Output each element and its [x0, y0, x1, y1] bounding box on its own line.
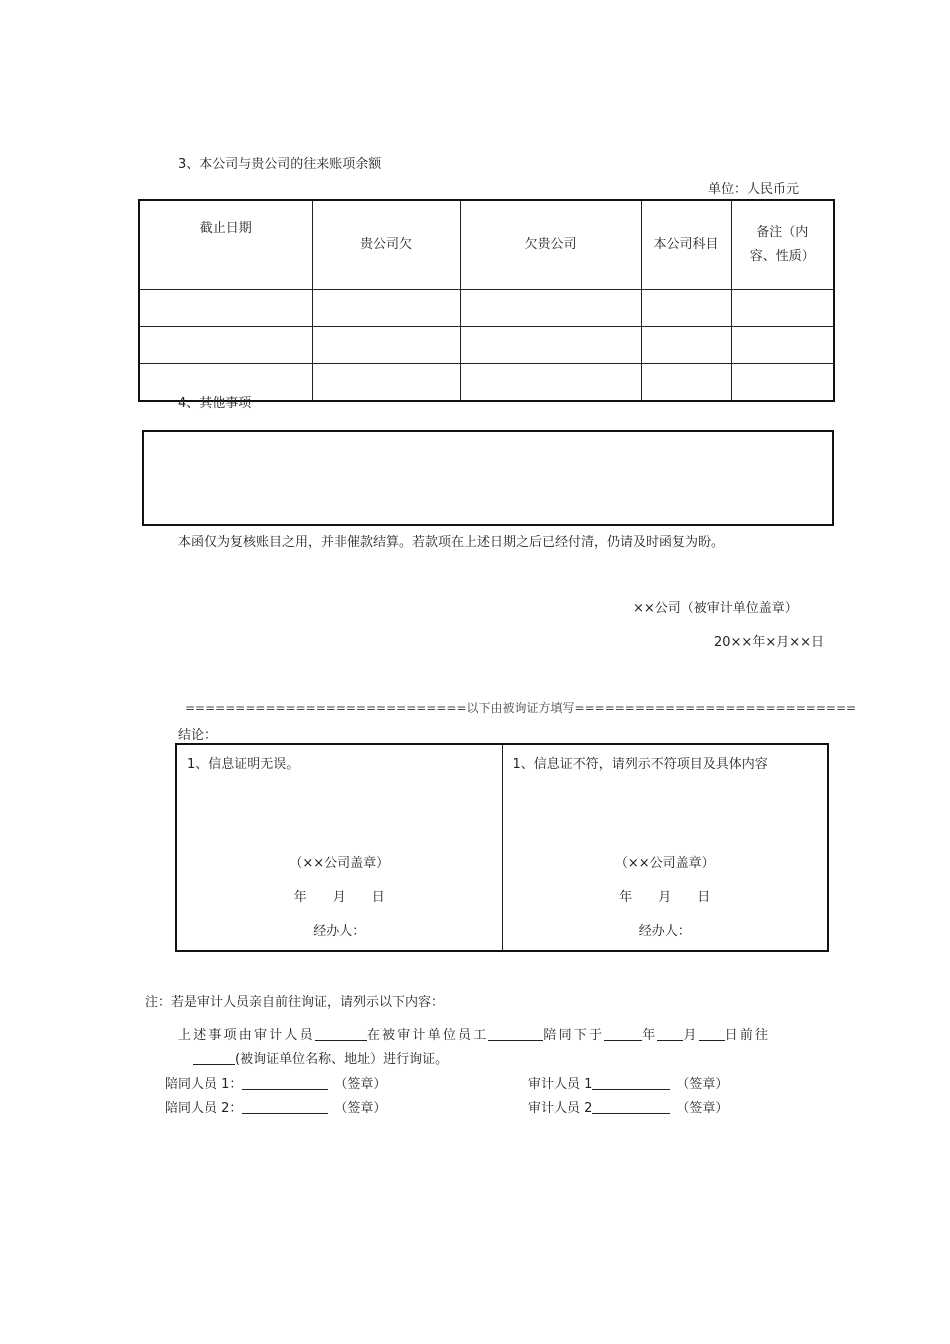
- balance-table: [138, 199, 835, 402]
- table-cell[interactable]: [460, 327, 641, 364]
- employee-name-blank[interactable]: [488, 1027, 543, 1041]
- section3-heading: 3、本公司与贵公司的往来账项余额: [178, 157, 382, 172]
- accompany-1-row: [165, 1073, 386, 1092]
- confirm-date: 年 月 日: [293, 890, 385, 905]
- conclusion-mismatch[interactable]: [502, 745, 828, 950]
- table-cell[interactable]: [731, 290, 834, 327]
- seal-label: （签章）: [334, 1101, 387, 1116]
- unit-address-blank[interactable]: [193, 1051, 235, 1065]
- accompany-2-row: [165, 1097, 386, 1116]
- sender-date: 20××年×月××日: [714, 635, 825, 650]
- table-cell[interactable]: [731, 364, 834, 402]
- table-cell[interactable]: [641, 290, 731, 327]
- col-owed-to-you: 欠贵公司: [460, 200, 641, 290]
- table-cell[interactable]: [139, 327, 312, 364]
- accompany-1-blank[interactable]: [242, 1076, 328, 1090]
- note-text: (被询证单位名称、地址）进行询证。: [235, 1052, 449, 1067]
- table-cell[interactable]: [460, 290, 641, 327]
- confirm-stamp: （××公司盖章）: [289, 856, 390, 871]
- accompany-1-label: 陪同人员 1：: [165, 1077, 243, 1092]
- col-remarks: 备注（内容、性质）: [731, 200, 834, 290]
- table-cell[interactable]: [139, 290, 312, 327]
- confirm-title: 1、信息证明无误。: [187, 757, 300, 772]
- sender-company: ××公司（被审计单位盖章）: [633, 601, 798, 616]
- notice-text: 本函仅为复核账目之用，并非催款结算。若款项在上述日期之后已经付清，仍请及时函复为盼。: [178, 535, 725, 550]
- table-row: [139, 327, 834, 364]
- note-line2: [193, 1048, 448, 1067]
- table-row: [139, 290, 834, 327]
- auditor-name-blank[interactable]: [315, 1027, 367, 1041]
- section4-heading: 4、其他事项: [178, 396, 252, 411]
- month-blank[interactable]: [657, 1027, 683, 1041]
- table-cell[interactable]: [460, 364, 641, 402]
- mismatch-date: 年 月 日: [619, 890, 711, 905]
- accompany-2-blank[interactable]: [242, 1100, 328, 1114]
- mismatch-title: 1、信息证不符，请列示不符项目及具体内容: [512, 757, 768, 772]
- other-matters-box[interactable]: [142, 430, 834, 526]
- table-cell[interactable]: [641, 327, 731, 364]
- year-blank[interactable]: [604, 1027, 642, 1041]
- seal-label: （签章）: [676, 1077, 729, 1092]
- table-cell[interactable]: [312, 327, 460, 364]
- auditor-1-label: 审计人员 1: [528, 1077, 593, 1092]
- seal-label: （签章）: [676, 1101, 729, 1116]
- table-cell[interactable]: [312, 364, 460, 402]
- unit-label: 单位：人民币元: [708, 182, 800, 197]
- accompany-2-label: 陪同人员 2：: [165, 1101, 243, 1116]
- mismatch-handler: 经办人：: [638, 924, 691, 939]
- mismatch-stamp: （××公司盖章）: [614, 856, 715, 871]
- table-cell[interactable]: [312, 290, 460, 327]
- day-blank[interactable]: [699, 1027, 725, 1041]
- note-intro: 注：若是审计人员亲自前往询证，请列示以下内容：: [145, 995, 445, 1010]
- seal-label: （签章）: [334, 1077, 387, 1092]
- table-header-row: [139, 200, 834, 290]
- conclusion-label: 结论：: [178, 728, 218, 743]
- col-cutoff-date: 截止日期: [139, 200, 312, 290]
- other-matters-content: [144, 432, 832, 444]
- col-owed-by-you: 贵公司欠: [312, 200, 460, 290]
- auditor-1-blank[interactable]: [592, 1076, 670, 1090]
- confirm-handler: 经办人：: [313, 924, 366, 939]
- auditor-2-blank[interactable]: [592, 1100, 670, 1114]
- col-account: 本公司科目: [641, 200, 731, 290]
- note-text: 陪同下于: [543, 1028, 605, 1043]
- auditor-1-row: [528, 1073, 728, 1092]
- table-cell[interactable]: [641, 364, 731, 402]
- fill-divider: ============================以下由被询证方填写============================: [185, 701, 857, 715]
- auditor-2-row: [528, 1097, 728, 1116]
- auditor-2-label: 审计人员 2: [528, 1101, 593, 1116]
- note-text: 月: [683, 1028, 699, 1043]
- conclusion-box: [175, 743, 829, 952]
- note-text: 上述事项由审计人员: [178, 1028, 315, 1043]
- conclusion-confirm[interactable]: [177, 745, 502, 950]
- note-text: 年: [642, 1028, 658, 1043]
- table-cell[interactable]: [731, 327, 834, 364]
- note-text: 在被审计单位员工: [366, 1028, 489, 1043]
- note-line1: [178, 1024, 770, 1043]
- note-text: 日前往: [724, 1028, 771, 1043]
